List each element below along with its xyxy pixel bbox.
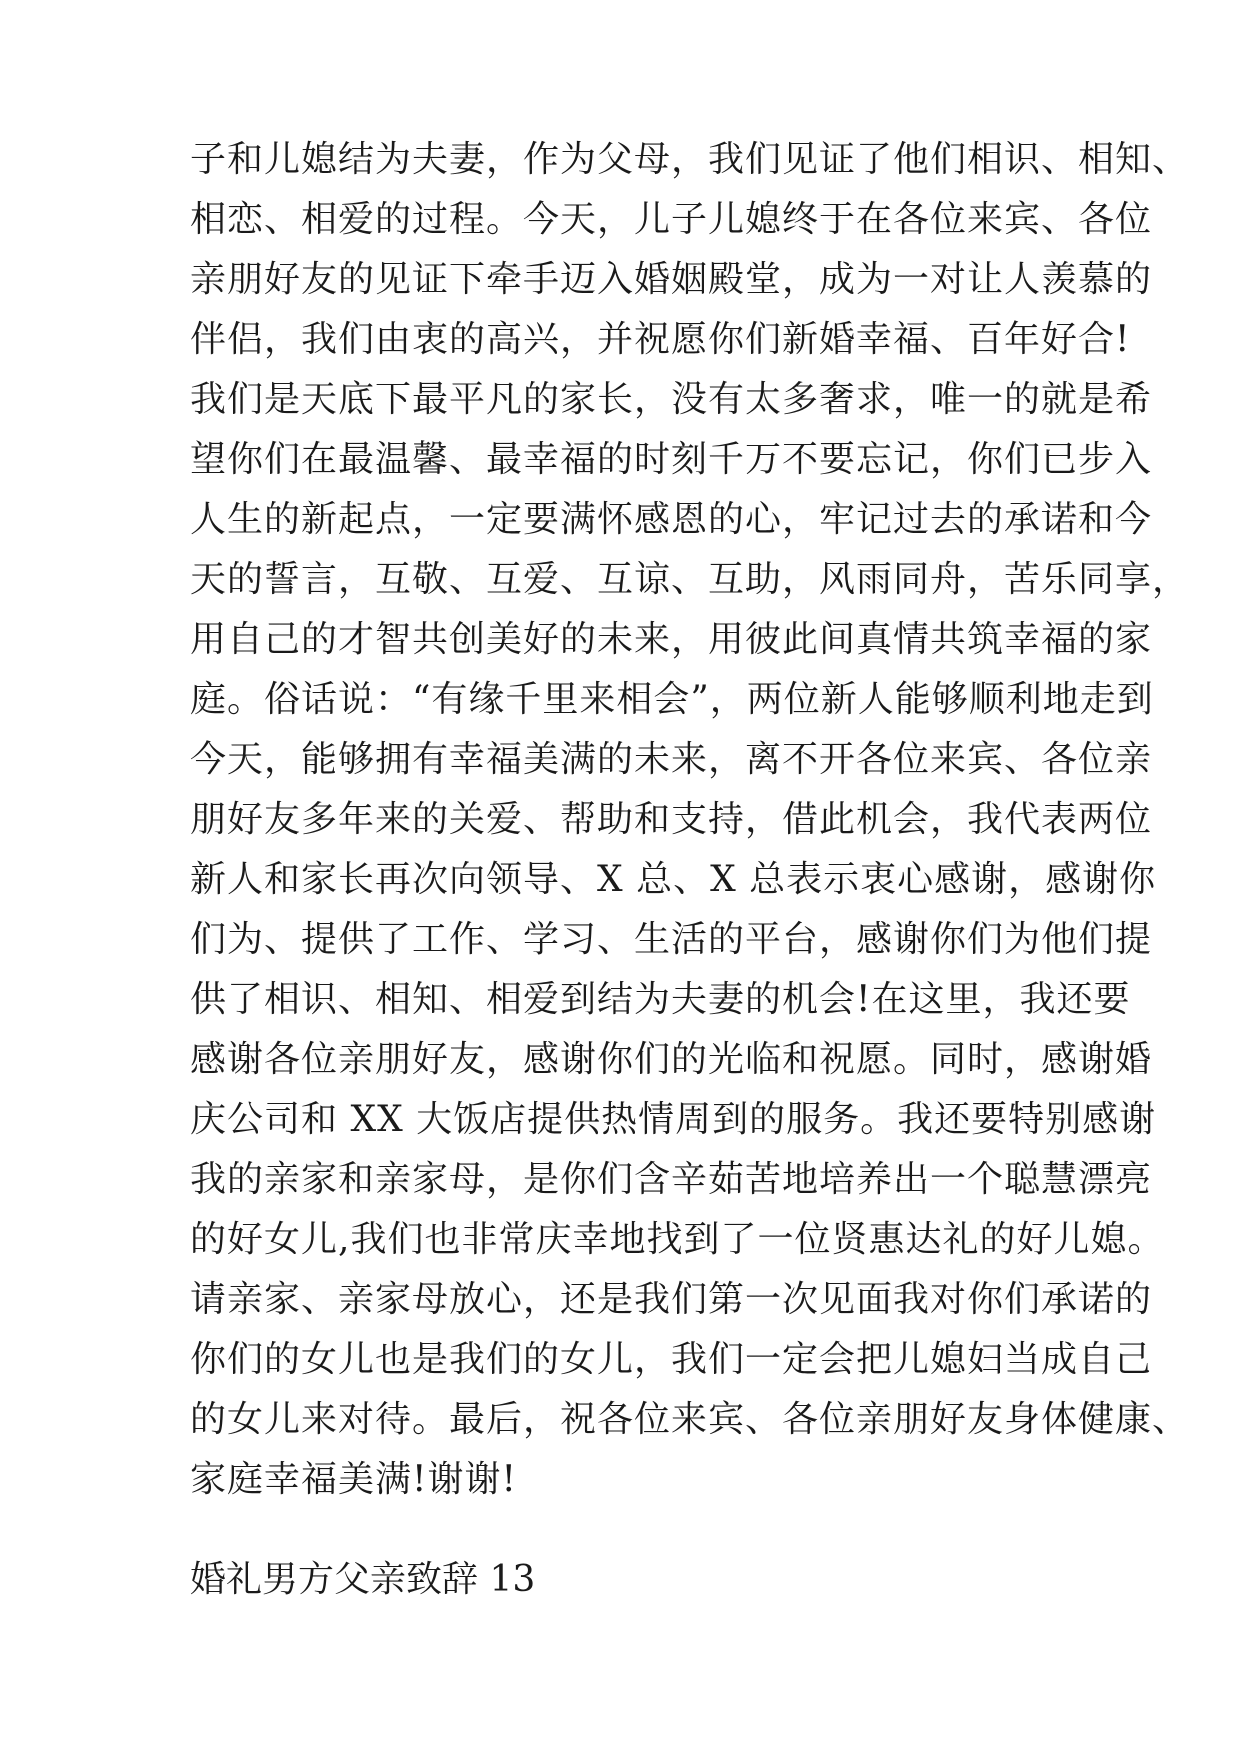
paragraph-line: 用自己的才智共创美好的未来，用彼此间真情共筑幸福的家 [190,619,1153,660]
section-heading: 婚礼男方父亲致辞 13 [190,1559,536,1600]
paragraph-line: 望你们在最温馨、最幸福的时刻千万不要忘记，你们已步入 [190,439,1153,480]
paragraph-line: 我的亲家和亲家母，是你们含辛茹苦地培养出一个聪慧漂亮 [190,1159,1153,1200]
paragraph-line: 庭。俗话说：“有缘千里来相会”，两位新人能够顺利地走到 [190,679,1154,720]
paragraph-line: 庆公司和 XX 大饭店提供热情周到的服务。我还要特别感谢 [190,1099,1157,1140]
paragraph-line: 人生的新起点，一定要满怀感恩的心，牢记过去的承诺和今 [190,499,1153,540]
paragraph-line: 朋好友多年来的关爱、帮助和支持，借此机会，我代表两位 [190,799,1153,840]
paragraph-line: 相恋、相爱的过程。今天，儿子儿媳终于在各位来宾、各位 [190,199,1153,240]
paragraph-line: 供了相识、相知、相爱到结为夫妻的机会!在这里，我还要 [190,979,1131,1020]
speech-paragraph [190,130,1190,1510]
paragraph-line: 今天，能够拥有幸福美满的未来，离不开各位来宾、各位亲 [190,739,1153,780]
paragraph-line: 你们的女儿也是我们的女儿，我们一定会把儿媳妇当成自己 [190,1339,1153,1380]
paragraph-line: 们为、提供了工作、学习、生活的平台，感谢你们为他们提 [190,919,1153,960]
paragraph-line: 感谢各位亲朋好友，感谢你们的光临和祝愿。同时，感谢婚 [190,1039,1153,1080]
paragraph-line: 亲朋好友的见证下牵手迈入婚姻殿堂，成为一对让人羡慕的 [190,259,1153,300]
paragraph-line: 伴侣，我们由衷的高兴，并祝愿你们新婚幸福、百年好合! [190,319,1131,360]
paragraph-line: 新人和家长再次向领导、X 总、X 总表示衷心感谢，感谢你 [190,859,1157,900]
paragraph-line: 天的誓言，互敬、互爱、互谅、互助，风雨同舟，苦乐同享， [190,559,1190,600]
paragraph-line: 家庭幸福美满!谢谢! [190,1459,517,1500]
paragraph-line: 的女儿来对待。最后，祝各位来宾、各位亲朋好友身体健康、 [190,1399,1190,1440]
paragraph-line: 子和儿媳结为夫妻，作为父母，我们见证了他们相识、相知、 [190,139,1190,180]
paragraph-line: 我们是天底下最平凡的家长，没有太多奢求，唯一的就是希 [190,379,1153,420]
paragraph-line: 请亲家、亲家母放心，还是我们第一次见面我对你们承诺的 [190,1279,1153,1320]
paragraph-line: 的好女儿,我们也非常庆幸地找到了一位贤惠达礼的好儿媳。 [190,1219,1165,1260]
